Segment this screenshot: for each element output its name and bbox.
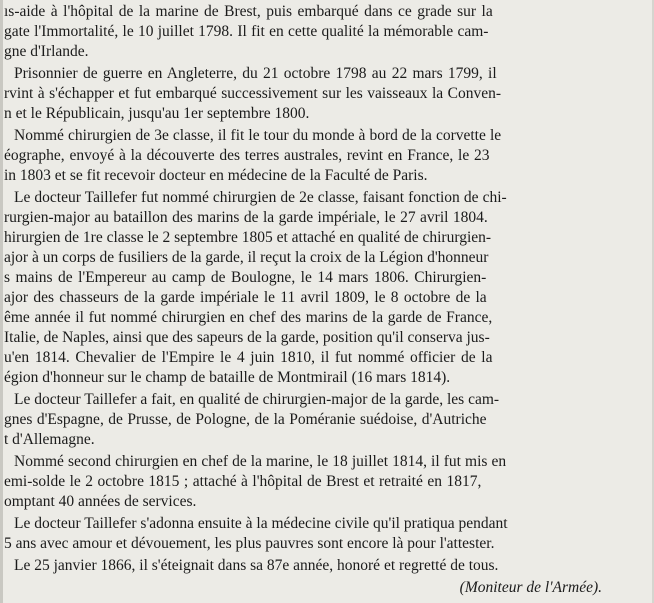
text-line: ıs-aide à l'hôpital de la marine de Brest, puis embarqué dans ce grade sur la: [4, 3, 493, 20]
text-line: ême année il fut nommé chirurgien en chef des marins de la garde de France,: [4, 309, 493, 326]
text-line: omptant 40 années de services.: [4, 493, 197, 510]
text-line: Prisonnier de guerre en Angleterre, du 21 octobre 1798 au 22 mars 1799, il: [14, 65, 497, 82]
text-line: rurgien-major au bataillon des marins de la garde impériale, le 27 avril 1804.: [4, 209, 488, 226]
text-line: t d'Allemagne.: [4, 431, 95, 448]
text-line: ajor des chasseurs de la garde impériale le 11 avril 1809, le 8 octobre de la: [4, 289, 487, 306]
text-line: 5 ans avec amour et dévouement, les plus pauvres sont encore là pour l'attester.: [4, 535, 495, 552]
citation-text: (Moniteur de l'Armée).: [459, 579, 602, 596]
text-line: gne d'Irlande.: [4, 43, 89, 60]
text-line: Italie, de Naples, ainsi que des sapeurs de la garde, position qu'il conserva jus-: [4, 329, 490, 346]
text-line: Le docteur Taillefer fut nommé chirurgien de 2e classe, faisant fonction de chi-: [14, 189, 507, 206]
text-line: emi-solde le 2 octobre 1815 ; attaché à l'hôpital de Brest et retraité en 1817,: [4, 473, 482, 490]
text-line: éographe, envoyé à la découverte des terres australes, revint en France, le 23: [4, 147, 490, 164]
source-citation: [460, 578, 602, 598]
page-gutter: [0, 0, 3, 603]
text-line: u'en 1814. Chevalier de l'Empire le 4 juin 1810, il fut nommé officier de la: [4, 349, 493, 366]
text-line: in 1803 et se fit recevoir docteur en médecine de la Faculté de Paris.: [4, 167, 428, 184]
text-line: Le docteur Taillefer a fait, en qualité de chirurgien-major de la garde, les cam-: [14, 391, 500, 408]
text-line: ajor à un corps de fusiliers de la garde, il reçut la croix de la Légion d'honneur: [4, 249, 489, 266]
text-line: Le docteur Taillefer s'adonna ensuite à la médecine civile qu'il pratiqua pendant: [14, 515, 508, 532]
text-line: Nommé chirurgien de 3e classe, il fit le tour du monde à bord de la corvette le: [14, 127, 502, 144]
text-line: rvint à s'échapper et fut embarqué successivement sur les vaisseaux la Conven-: [4, 85, 502, 102]
text-line: gnes d'Espagne, de Prusse, de Pologne, de la Poméranie suédoise, d'Autriche: [4, 411, 487, 428]
text-line: s mains de l'Empereur au camp de Boulogne, le 14 mars 1806. Chirurgien-: [4, 269, 487, 286]
text-line: gate l'Immortalité, le 10 juillet 1798. Il fit en cette qualité la mémorable cam-: [4, 23, 489, 40]
text-line: Le 25 janvier 1866, il s'éteignait dans sa 87e année, honoré et regretté de tous.: [14, 557, 499, 574]
text-line: n et le Républicain, jusqu'au 1er septembre 1800.: [4, 105, 310, 122]
text-line: Nommé second chirurgien en chef de la marine, le 18 juillet 1814, il fut mis en: [14, 453, 507, 470]
text-line: égion d'honneur sur le champ de bataille de Montmirail (16 mars 1814).: [4, 369, 451, 386]
text-line: hirurgien de 1re classe le 2 septembre 1805 et attaché en qualité de chirurgien-: [4, 229, 492, 246]
